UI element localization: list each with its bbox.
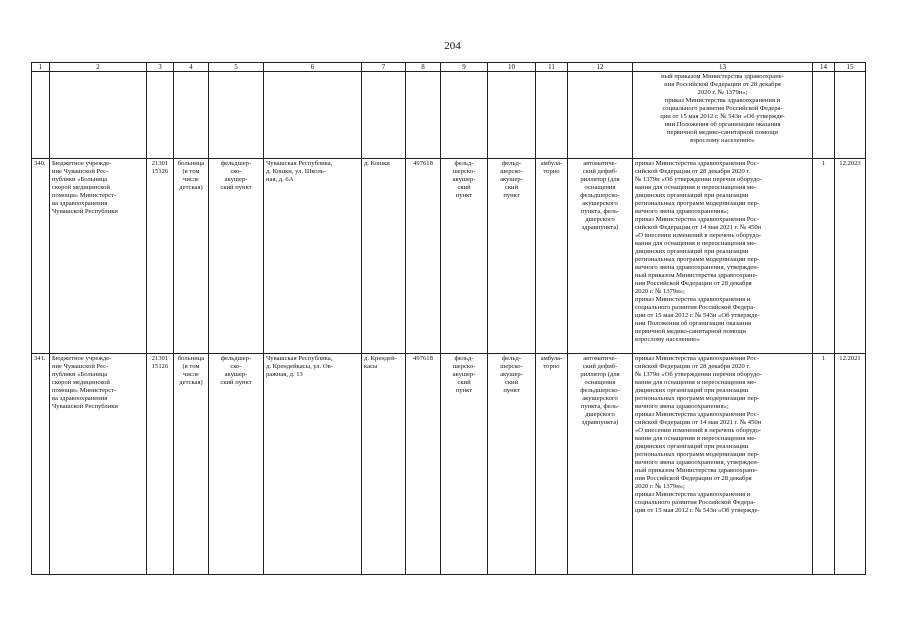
header-cell: 13 xyxy=(633,63,813,72)
header-row xyxy=(32,63,866,72)
subdivision-cell: фельдшер- ско- акушер- ский пункт xyxy=(209,159,264,354)
table-row xyxy=(32,159,866,354)
unit-cell: фельд- шерско- акушер- ский пункт xyxy=(488,159,536,354)
organization-cell: Бюджетное учрежде- ние Чувашской Рес- публики «Больница скорой медицинской помощи» Министерст- ва здравоохранения Чувашской Республики xyxy=(50,354,147,575)
equipment-table xyxy=(31,62,866,575)
subdivision-cell: фельдшер- ско- акушер- ский пункт xyxy=(209,354,264,575)
equipment-cell: автоматиче- ский дефиб- риллятор (для оснащения фельдшерско- акушерского пункта, фель- дшерского здравпункта) xyxy=(568,159,633,354)
header-cell: 10 xyxy=(488,63,536,72)
header-cell: 1 xyxy=(32,63,50,72)
condition-cell: амбула- торно xyxy=(536,354,568,575)
header-cell: 3 xyxy=(147,63,174,72)
row-number: 340. xyxy=(32,159,50,354)
condition-cell: амбула- торно xyxy=(536,159,568,354)
unit-cell: фельд- шерско- акушер- ский пункт xyxy=(488,354,536,575)
profile-cell: фельд- шерско- акушер- ский пункт xyxy=(441,159,488,354)
equipment-cell: автоматиче- ский дефиб- риллятор (для оснащения фельдшерско- акушерского пункта, фель- дшерского здравпункта) xyxy=(568,354,633,575)
organization-cell: Бюджетное учрежде- ние Чувашской Рес- публики «Больница скорой медицинской помощи» Министерст- ва здравоохранения Чувашской Республики xyxy=(50,159,147,354)
inn-cell: 21301 15126 xyxy=(147,354,174,575)
header-cell: 5 xyxy=(209,63,264,72)
page-number: 204 xyxy=(444,40,461,52)
header-cell: 14 xyxy=(813,63,835,72)
type-cell: больница (в том числе детская) xyxy=(174,354,209,575)
header-cell: 4 xyxy=(174,63,209,72)
quantity-cell: 1 xyxy=(813,159,835,354)
header-cell: 7 xyxy=(362,63,406,72)
date-cell: 12.2021 xyxy=(835,354,866,575)
code-cell: 497618 xyxy=(406,354,441,575)
settlement-cell: д. Крендей- касы xyxy=(362,354,406,575)
row-number: 341. xyxy=(32,354,50,575)
legal-basis-cell: приказ Министерства здравоохранения Рос- сийской Федерации от 28 декабря 2020 г. № 1379н «Об утверждении перечня оборудо- вания для оснащения и переоснащения ме- дицинских организаций при реализации региональных программ модернизации пер- вичного звена здравоохранения»; приказ Министерства здравоохранения Рос- сийской Федерации от 14 мая 2021 г. № 450н «О внесении изменений в перечень оборудо- вания для оснащения и переоснащения ме- дицинских организаций при реализации региональных программ модернизации пер- вичного звена здравоохранения, утвержден- ный приказом Министерства здравоохране- ния Российской Федерации от 28 декабря 2020 г. № 1379н»; приказ Министерства здравоохранения и социального развития Российской Федера- ции от 15 мая 2012 г. № 543н «Об утвержде- нии Положения об организации оказания первичной медико-санитарной помощи взрослому населению» xyxy=(633,159,813,354)
header-cell: 12 xyxy=(568,63,633,72)
address-cell: Чувашская Республика, д. Кошки, ул. Школь- ная, д. 6А xyxy=(264,159,362,354)
legal-basis-cell: приказ Министерства здравоохранения Рос- сийской Федерации от 28 декабря 2020 г. № 1379н «Об утверждении перечня оборудо- вания для оснащения и переоснащения ме- дицинских организаций при реализации региональных программ модернизации пер- вичного звена здравоохранения»; приказ Министерства здравоохранения Рос- сийской Федерации от 14 мая 2021 г. № 450н «О внесении изменений в перечень оборудо- вания для оснащения и переоснащения ме- дицинских организаций при реализации региональных программ модернизации пер- вичного звена здравоохранения, утвержден- ный приказом Министерства здравоохране- ния Российской Федерации от 28 декабря 2020 г. № 1379н»; приказ Министерства здравоохранения и социального развития Российской Федера- ции от 15 мая 2012 г. № 543н «Об утвержде- xyxy=(633,354,813,575)
header-cell: 2 xyxy=(50,63,147,72)
quantity-cell: 1 xyxy=(813,354,835,575)
header-cell: 11 xyxy=(536,63,568,72)
inn-cell: 21301 15126 xyxy=(147,159,174,354)
header-cell: 15 xyxy=(835,63,866,72)
header-cell: 6 xyxy=(264,63,362,72)
legal-basis-cell: ный приказом Министерства здравоохране- ния Российской Федерации от 28 декабря 2020 г. № 1379н»; приказ Министерства здравоохранения и социального развития Российской Федера- ции от 15 мая 2012 г. № 543н «Об утвержде- нии Положения об организации оказания первичной медико-санитарной помощи взрослому населению» xyxy=(633,72,813,159)
address-cell: Чувашская Республика, д. Крендейкасы, ул. Ов- ражная, д. 13 xyxy=(264,354,362,575)
date-cell: 12.2023 xyxy=(835,159,866,354)
profile-cell: фельд- шерско- акушер- ский пункт xyxy=(441,354,488,575)
table-row xyxy=(32,354,866,575)
continuation-row xyxy=(32,72,866,159)
header-cell: 8 xyxy=(406,63,441,72)
header-cell: 9 xyxy=(441,63,488,72)
type-cell: больница (в том числе детская) xyxy=(174,159,209,354)
settlement-cell: д. Кошки xyxy=(362,159,406,354)
code-cell: 497618 xyxy=(406,159,441,354)
